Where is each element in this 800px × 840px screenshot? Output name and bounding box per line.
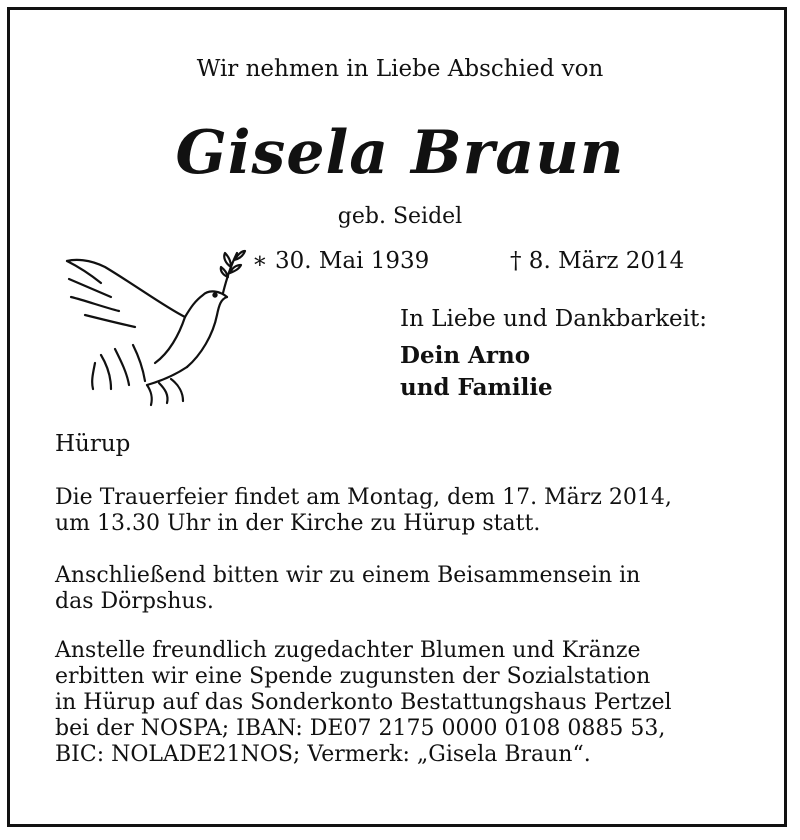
paragraph-line: in Hürup auf das Sonderkonto Bestattungshaus Pertzel: [55, 690, 672, 715]
gathering-paragraph: [55, 563, 755, 615]
paragraph-line: Anstelle freundlich zugedachter Blumen und Kränze: [55, 638, 641, 663]
thanks-line: In Liebe und Dankbarkeit:: [400, 306, 707, 332]
signature-line-2: und Familie: [400, 374, 553, 401]
funeral-paragraph: [55, 485, 755, 537]
intro-text: Wir nehmen in Liebe Abschied von: [196, 56, 604, 82]
paragraph-line: das Dörpshus.: [55, 589, 214, 614]
paragraph-line: um 13.30 Uhr in der Kirche zu Hürup statt.: [55, 511, 541, 536]
place-name: Hürup: [55, 431, 131, 457]
paragraph-line: bei der NOSPA; IBAN: DE07 2175 0000 0108 0885 53,: [55, 716, 666, 741]
maiden-name: geb. Seidel: [337, 204, 463, 229]
donation-paragraph: [55, 638, 755, 768]
paragraph-line: Die Trauerfeier findet am Montag, dem 17. März 2014,: [55, 485, 672, 510]
death-date: † 8. März 2014: [510, 248, 685, 274]
birth-date: ∗ 30. Mai 1939: [252, 248, 430, 274]
signature-line-1: Dein Arno: [400, 342, 531, 369]
deceased-name: Gisela Braun: [175, 118, 625, 188]
paragraph-line: Anschließend bitten wir zu einem Beisammensein in: [55, 563, 641, 588]
paragraph-line: BIC: NOLADE21NOS; Vermerk: „Gisela Braun“.: [55, 742, 591, 767]
paragraph-line: erbitten wir eine Spende zugunsten der Sozialstation: [55, 664, 651, 689]
dove-icon: [55, 245, 255, 415]
